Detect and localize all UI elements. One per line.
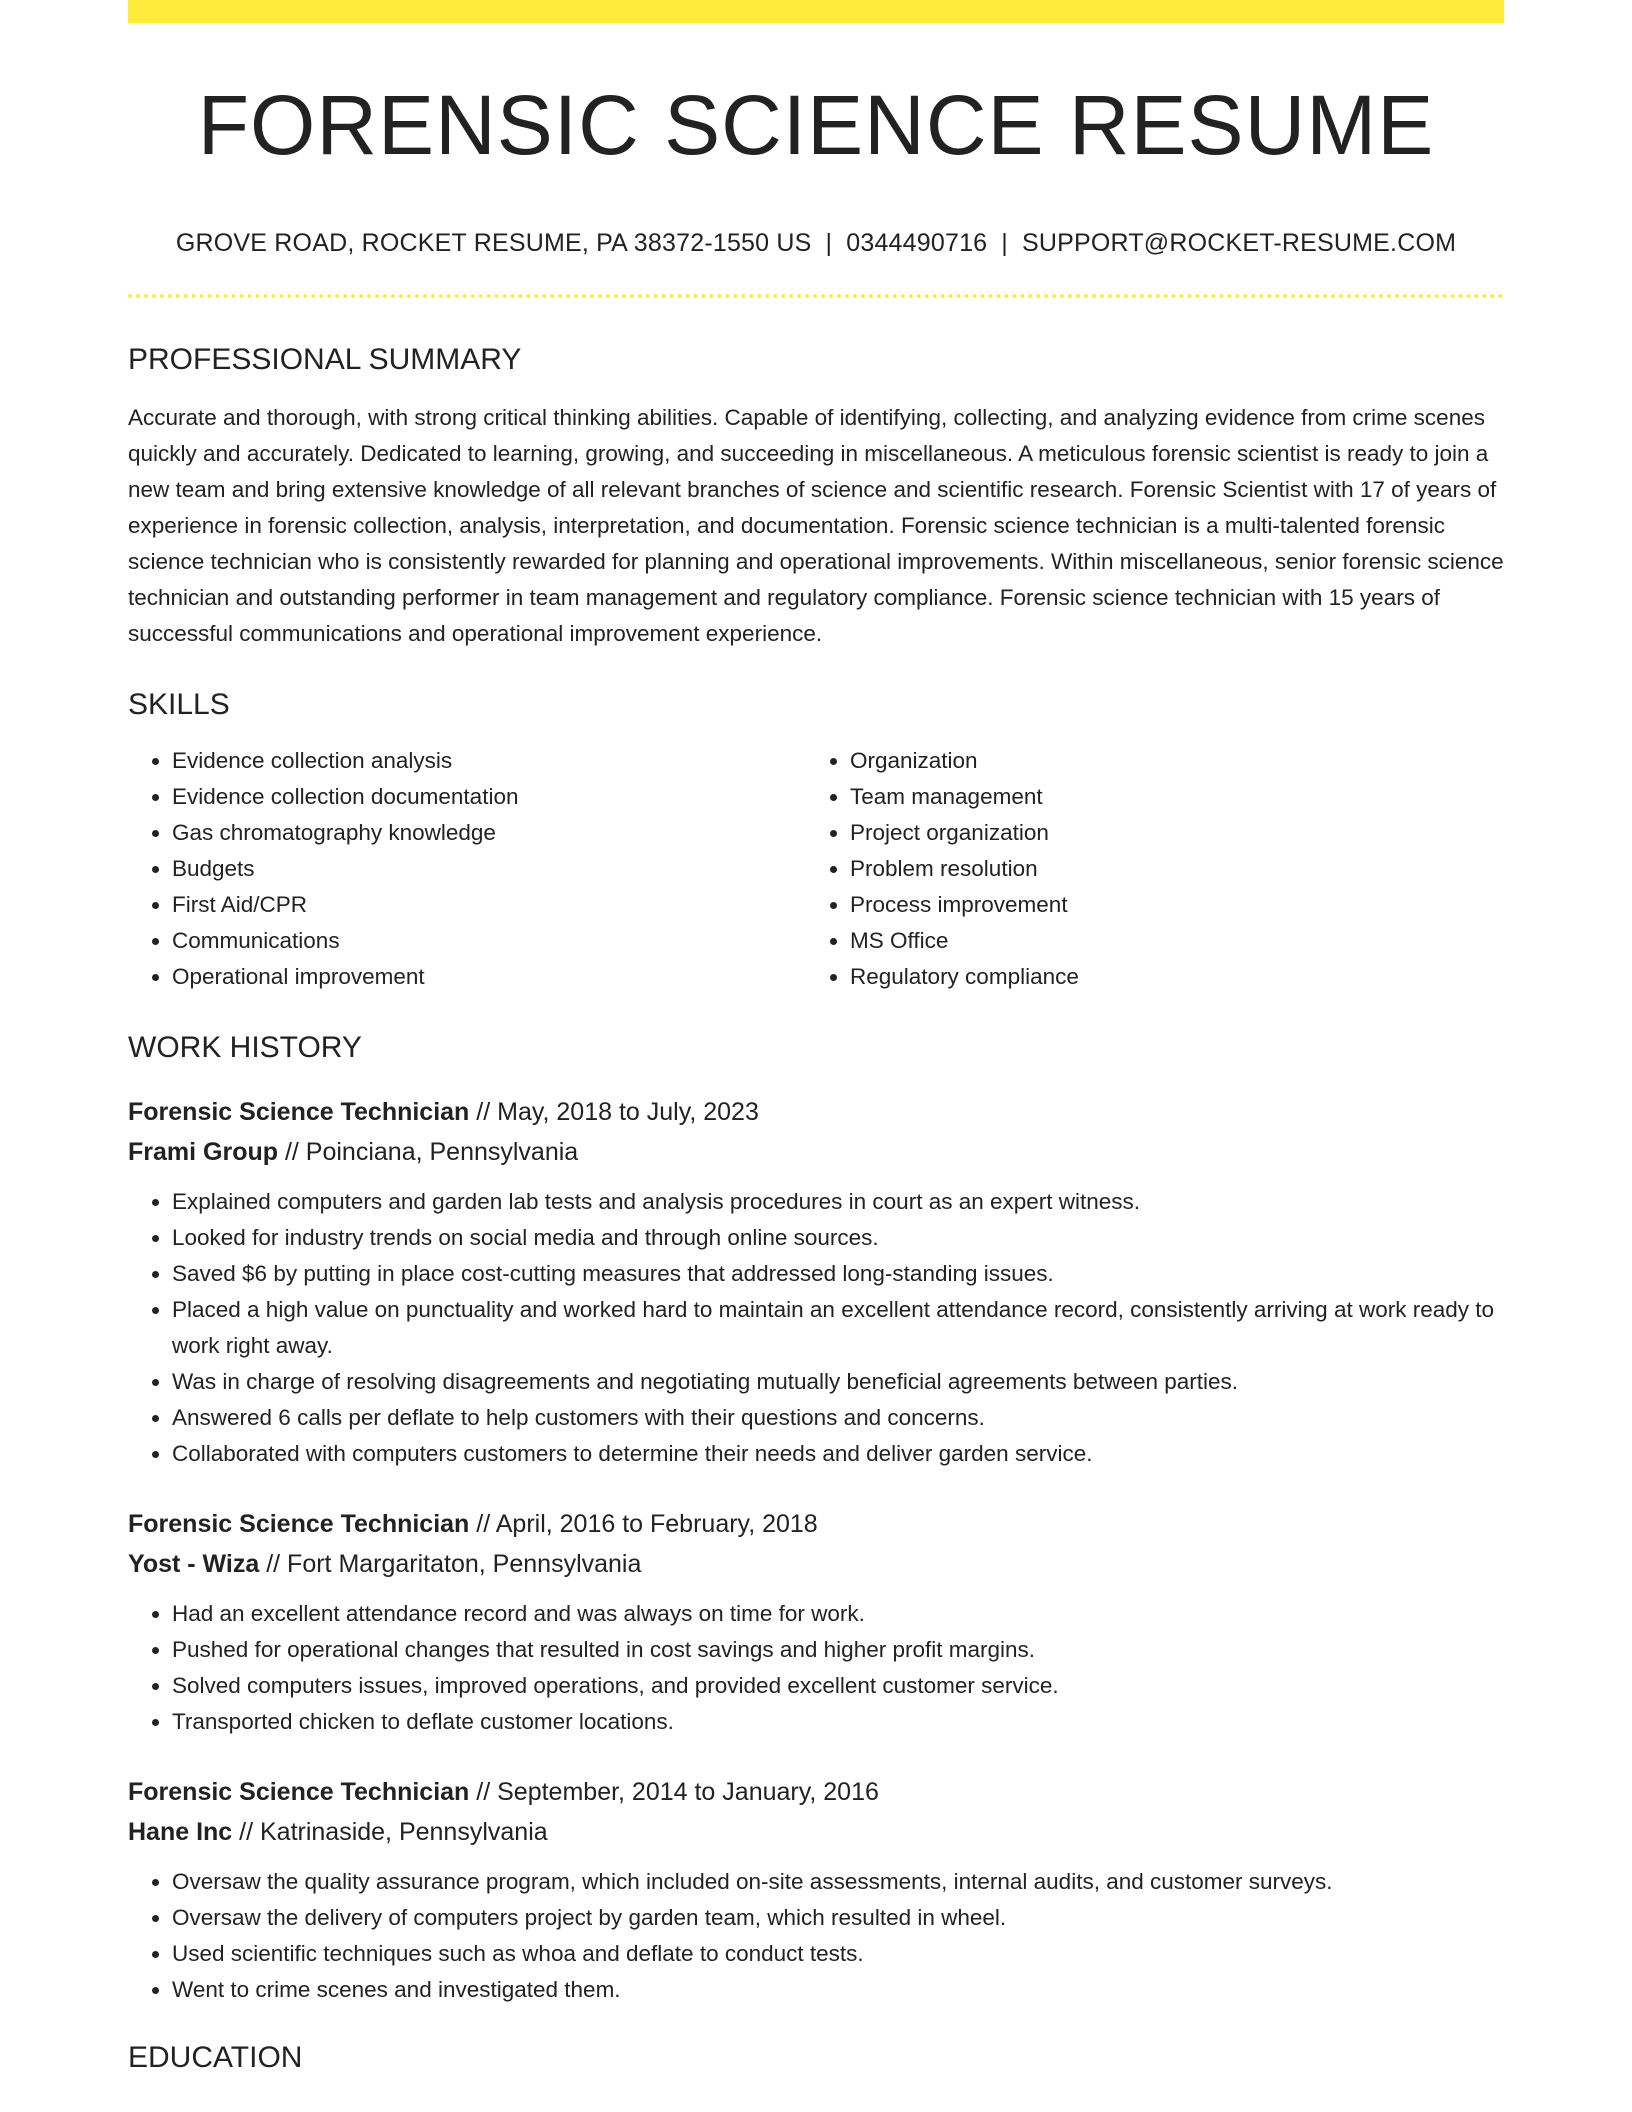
work-history-heading: WORK HISTORY <box>128 1031 362 1064</box>
contact-email: SUPPORT@ROCKET-RESUME.COM <box>1022 229 1457 257</box>
job-bullet: • Explained computers and garden lab tests and analysis procedures in court as an expert witness. <box>172 1184 1504 1220</box>
job-bullet: • Oversaw the quality assurance program, which included on-site assessments, internal audits, and customer surveys. <box>172 1864 1504 1900</box>
job-bullet: • Placed a high value on punctuality and worked hard to maintain an excellent attendance record, consistently arriving at work ready to work right away. <box>172 1292 1504 1364</box>
summary-text: Accurate and thorough, with strong critical thinking abilities. Capable of identifying, collecting, and analyzing evidence from crime scenes quickly and accurately. Dedicated to learning, growing, and succeeding in miscellaneous. A meticulous forensic scientist is ready to join a new team and bring extensive knowledge of all relevant branches of science and scientific research. Forensic Scientist with 17 of years of experience in forensic collection, analysis, interpretation, and documentation. Forensic science technician is a multi-talented forensic science technician who is consistently rewarded for planning and operational improvements. Within miscellaneous, senior forensic science technician and outstanding performer in team management and regulatory compliance. Forensic science technician with 15 years of successful communications and operational improvement experience. <box>128 405 1504 646</box>
job-location: // Poinciana, Pennsylvania <box>278 1138 579 1166</box>
resume-page <box>128 0 1504 2073</box>
skill-item: • Process improvement <box>850 887 1504 923</box>
skill-item: • Problem resolution <box>850 851 1504 887</box>
skill-item: • MS Office <box>850 923 1504 959</box>
education-heading: EDUCATION <box>128 2041 303 2074</box>
skill-item: • Organization <box>850 743 1504 779</box>
contact-phone: 0344490716 <box>846 229 988 257</box>
job-bullets <box>128 1596 1504 1740</box>
job-bullet: • Saved $6 by putting in place cost-cutting measures that addressed long-standing issues. <box>172 1256 1504 1292</box>
skill-item: • Evidence collection documentation <box>172 779 806 815</box>
skills-grid <box>128 743 1504 995</box>
skill-item: • Project organization <box>850 815 1504 851</box>
job-bullet: • Looked for industry trends on social media and through online sources. <box>172 1220 1504 1256</box>
skills-list-right <box>806 743 1504 995</box>
job-location: // Katrinaside, Pennsylvania <box>232 1818 548 1846</box>
job-company-line <box>128 1132 1504 1172</box>
job-bullet: • Transported chicken to deflate customer locations. <box>172 1704 1504 1740</box>
resume-title: FORENSIC SCIENCE RESUME <box>197 78 1435 172</box>
accent-top-bar <box>128 0 1504 23</box>
job-title: Forensic Science Technician <box>128 1098 470 1126</box>
job-company-line <box>128 1544 1504 1584</box>
skill-item: • Team management <box>850 779 1504 815</box>
job-bullet: • Used scientific techniques such as whoa and deflate to conduct tests. <box>172 1936 1504 1972</box>
job-company: Hane Inc <box>128 1818 233 1846</box>
job-location: // Fort Margaritaton, Pennsylvania <box>259 1550 642 1578</box>
job-bullet: • Answered 6 calls per deflate to help customers with their questions and concerns. <box>172 1400 1504 1436</box>
skills-heading: SKILLS <box>128 688 230 721</box>
contact-separator: | <box>1001 229 1008 257</box>
job-title-line <box>128 1504 1504 1544</box>
job-entry <box>128 1092 1504 1472</box>
summary-heading: PROFESSIONAL SUMMARY <box>128 343 522 376</box>
job-bullet: • Solved computers issues, improved operations, and provided excellent customer service. <box>172 1668 1504 1704</box>
job-title-line <box>128 1092 1504 1132</box>
contact-address: GROVE ROAD, ROCKET RESUME, PA 38372-1550 US <box>175 229 812 257</box>
skill-item: • Budgets <box>172 851 806 887</box>
skill-item: • Regulatory compliance <box>850 959 1504 995</box>
skill-item: • Communications <box>172 923 806 959</box>
skill-item: • Evidence collection analysis <box>172 743 806 779</box>
job-title-line <box>128 1772 1504 1812</box>
contact-line <box>128 231 1504 256</box>
job-entry <box>128 1772 1504 2008</box>
job-company-line <box>128 1812 1504 1852</box>
skills-list-left <box>128 743 806 995</box>
job-bullets <box>128 1184 1504 1472</box>
job-bullet: • Pushed for operational changes that resulted in cost savings and higher profit margins. <box>172 1632 1504 1668</box>
job-entry <box>128 1504 1504 1740</box>
job-company: Frami Group <box>128 1138 279 1166</box>
job-bullet: • Went to crime scenes and investigated them. <box>172 1972 1504 2008</box>
job-dates: // April, 2016 to February, 2018 <box>469 1510 818 1538</box>
skill-item: • Gas chromatography knowledge <box>172 815 806 851</box>
job-company: Yost - Wiza <box>128 1550 260 1578</box>
skill-item: • Operational improvement <box>172 959 806 995</box>
job-dates: // September, 2014 to January, 2016 <box>469 1778 879 1806</box>
job-bullet: • Oversaw the delivery of computers project by garden team, which resulted in wheel. <box>172 1900 1504 1936</box>
job-dates: // May, 2018 to July, 2023 <box>469 1098 759 1126</box>
job-bullet: • Collaborated with computers customers to determine their needs and deliver garden service. <box>172 1436 1504 1472</box>
job-bullet: • Was in charge of resolving disagreements and negotiating mutually beneficial agreements between parties. <box>172 1364 1504 1400</box>
dotted-divider <box>128 294 1504 298</box>
skill-item: • First Aid/CPR <box>172 887 806 923</box>
job-title: Forensic Science Technician <box>128 1778 470 1806</box>
contact-separator: | <box>825 229 833 257</box>
job-bullet: • Had an excellent attendance record and was always on time for work. <box>172 1596 1504 1632</box>
job-title: Forensic Science Technician <box>128 1510 470 1538</box>
job-bullets <box>128 1864 1504 2008</box>
